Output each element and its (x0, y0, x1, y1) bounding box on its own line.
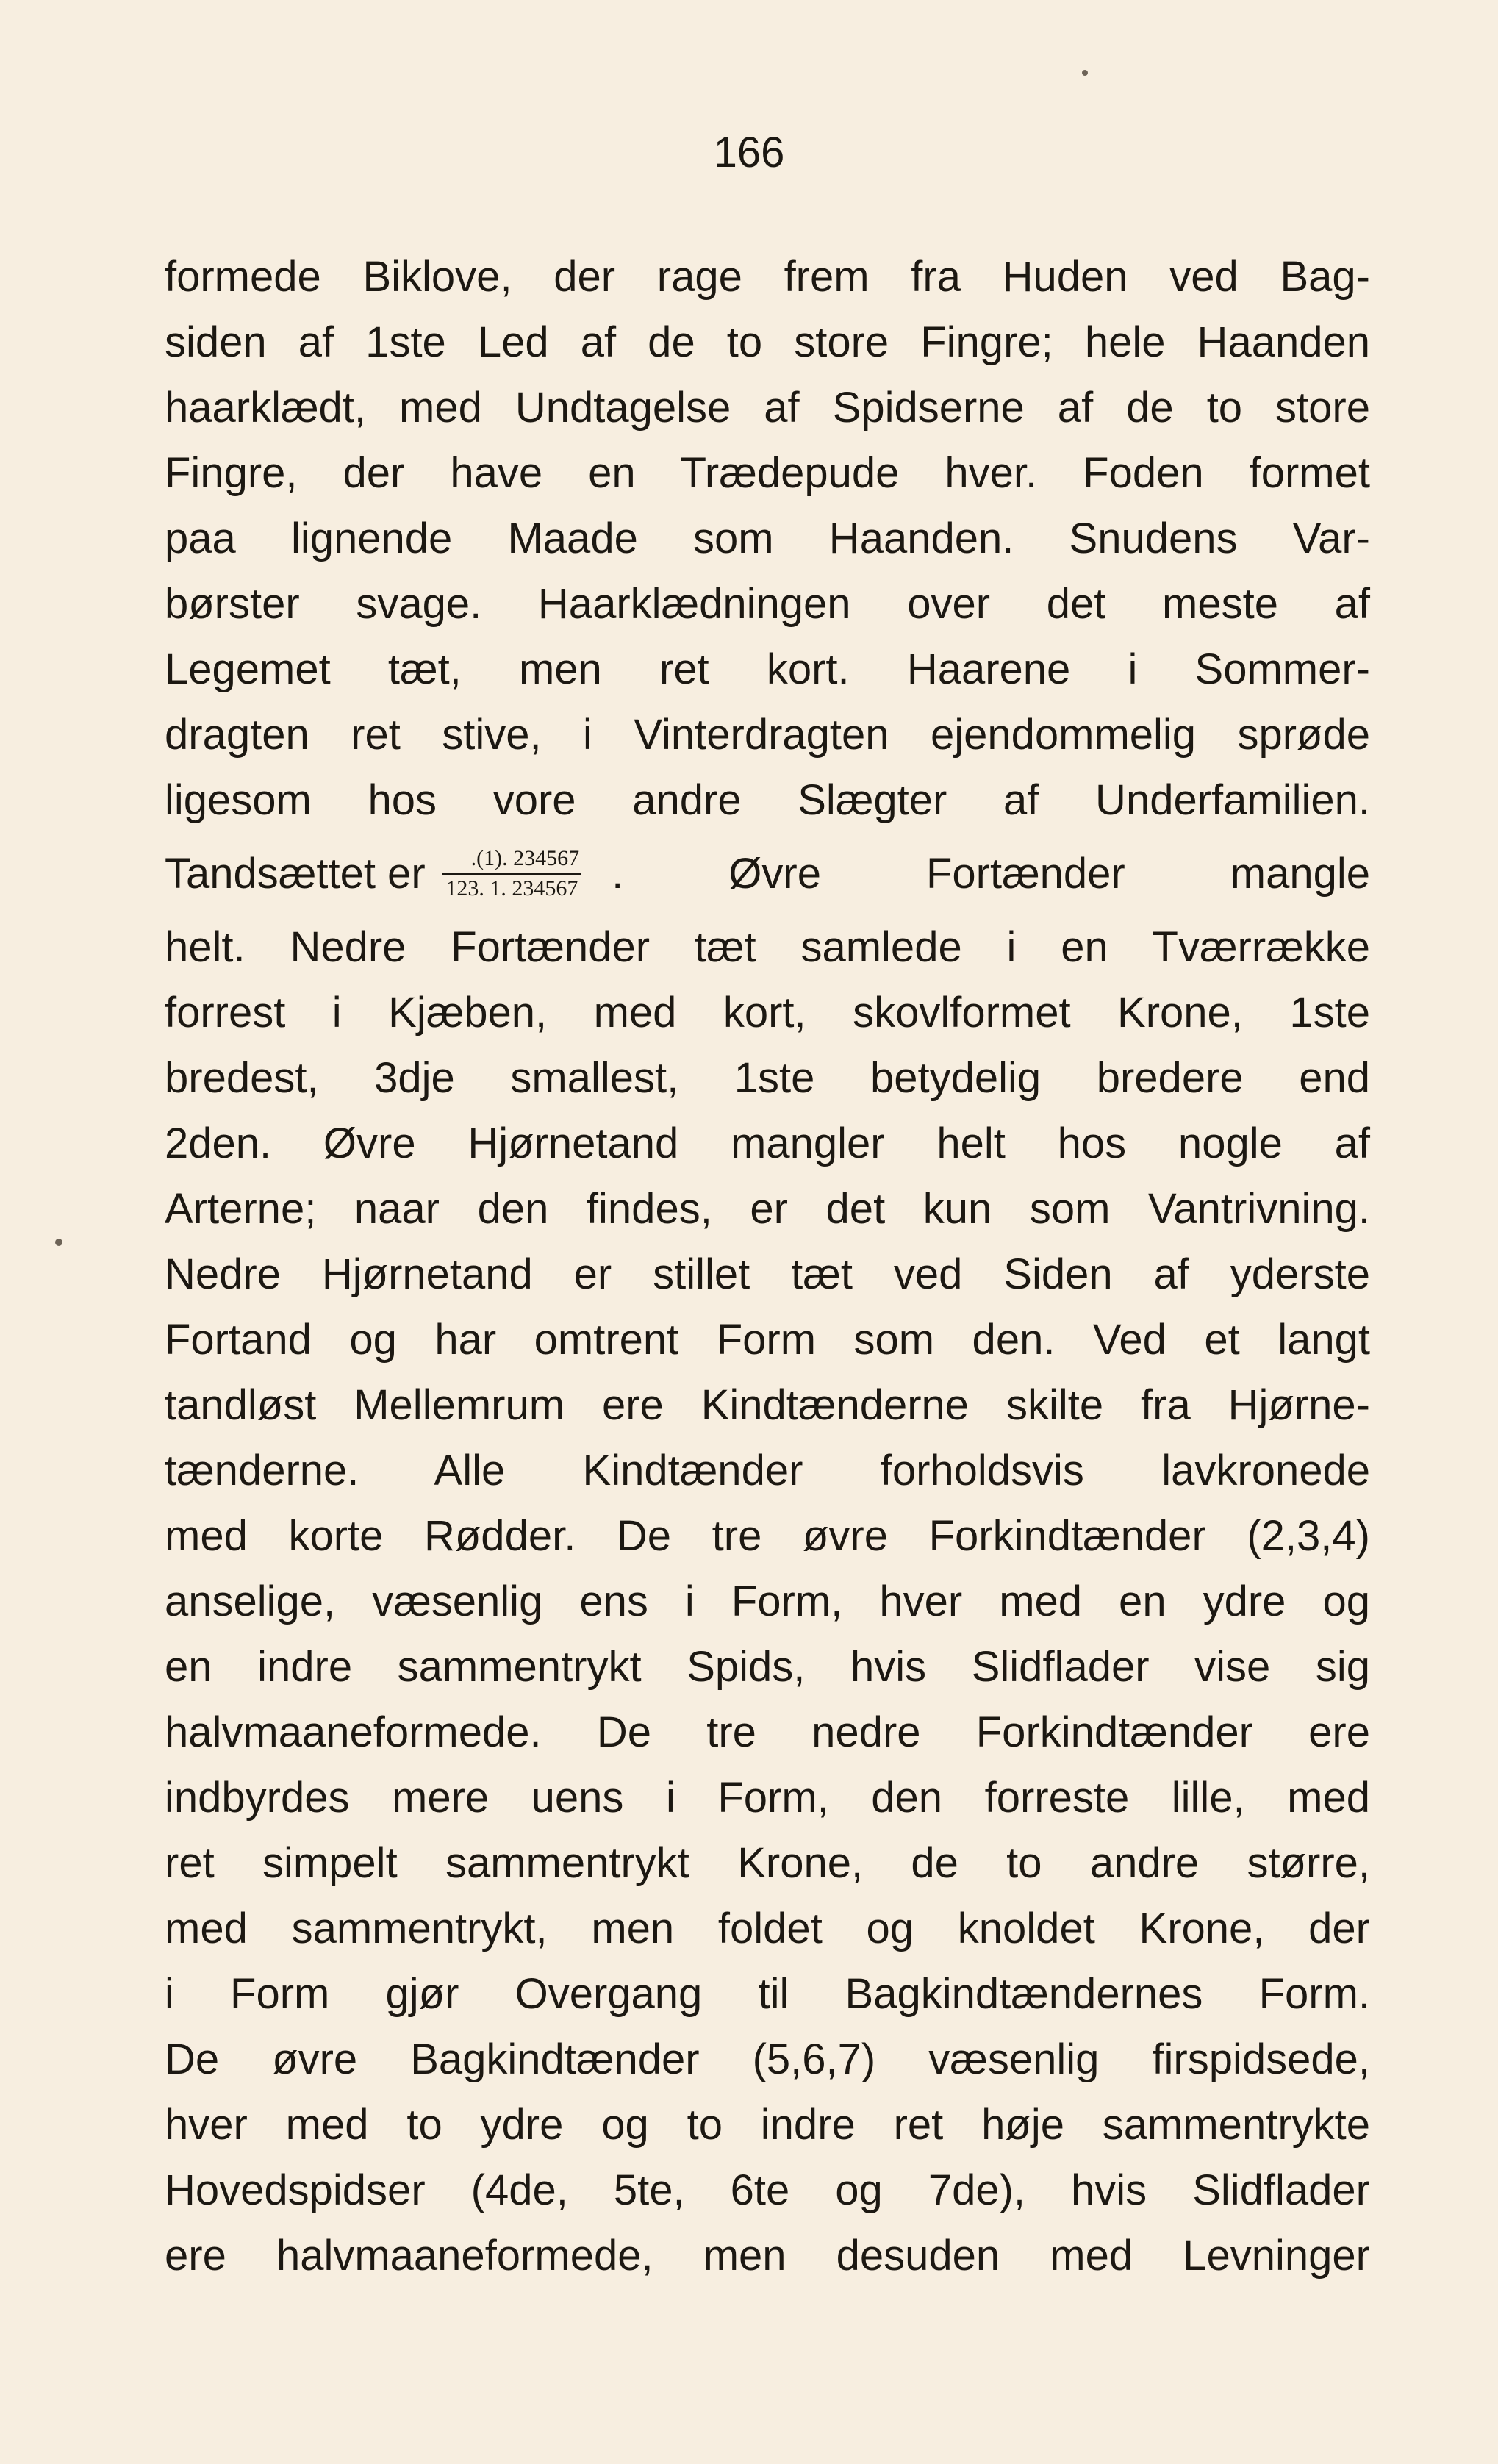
text-line: siden af 1ste Led af de to store Fingre; hele Haanden (165, 318, 1370, 366)
text-line: haarklædt, med Undtagelse af Spidserne af de to store (165, 384, 1370, 431)
text-line: tænderne. Alle Kindtænder forholdsvis lavkronede (165, 1447, 1370, 1494)
formula-lead-text: Tandsættet er (165, 850, 426, 898)
text-line: halvmaaneformede. De tre nedre Forkindtænder ere (165, 1708, 1370, 1756)
text-line: ret simpelt sammentrykt Krone, de to andre større, (165, 1839, 1370, 1887)
text-line: Fingre, der have en Trædepude hver. Foden formet (165, 449, 1370, 497)
text-line: paa lignende Maade som Haanden. Snudens Var- (165, 515, 1370, 562)
formula-trail-text: . Øvre Fortænder mangle (612, 850, 1370, 898)
text-line: indbyrdes mere uens i Form, den forreste lille, med (165, 1774, 1370, 1822)
text-line: i Form gjør Overgang til Bagkindtændernes Form. (165, 1970, 1370, 2018)
formula-lead (165, 833, 582, 914)
text-line: ligesom hos vore andre Slægter af Underfamilien. (165, 776, 1370, 824)
text-line: ere halvmaaneformede, men desuden med Levninger (165, 2232, 1370, 2279)
text-line: helt. Nedre Fortænder tæt samlede i en Tværrække (165, 923, 1370, 971)
text-line: med sammentrykt, men foldet og knoldet Krone, der (165, 1905, 1370, 1952)
text-line: Legemet tæt, men ret kort. Haarene i Sommer- (165, 645, 1370, 693)
formula-denominator: 123. 1. 234567 (442, 873, 581, 901)
page-number: 166 (713, 129, 785, 176)
text-line: Nedre Hjørnetand er stillet tæt ved Siden af yderste (165, 1250, 1370, 1298)
text-line: 2den. Øvre Hjørnetand mangler helt hos nogle af (165, 1120, 1370, 1167)
text-line: en indre sammentrykt Spids, hvis Slidflader vise sig (165, 1643, 1370, 1691)
text-line: børster svage. Haarklædningen over det meste af (165, 580, 1370, 628)
text-line: tandløst Mellemrum ere Kindtænderne skilte fra Hjørne- (165, 1381, 1370, 1429)
text-line: Arterne; naar den findes, er det kun som Vantrivning. (165, 1185, 1370, 1233)
text-line: dragten ret stive, i Vinterdragten ejendommelig sprøde (165, 711, 1370, 759)
paper-speck (1082, 70, 1088, 76)
text-line: Hovedspidser (4de, 5te, 6te og 7de), hvis Slidflader (165, 2166, 1370, 2214)
text-line: De øvre Bagkindtænder (5,6,7) væsenlig firspidsede, (165, 2035, 1370, 2083)
text-line: med korte Rødder. De tre øvre Forkindtænder (2,3,4) (165, 1512, 1370, 1560)
formula-numerator: .(1). 234567 (470, 846, 580, 870)
paper-speck (55, 1239, 62, 1246)
text-line: bredest, 3dje smallest, 1ste betydelig bredere end (165, 1054, 1370, 1102)
text-line: hver med to ydre og to indre ret høje sammentrykte (165, 2101, 1370, 2149)
body-text (165, 244, 1370, 2288)
text-line: Fortand og har omtrent Form som den. Ved et langt (165, 1316, 1370, 1364)
dental-formula-line (165, 833, 1370, 914)
text-line: anselige, væsenlig ens i Form, hver med en ydre og (165, 1577, 1370, 1625)
text-line: forrest i Kjæben, med kort, skovlformet Krone, 1ste (165, 989, 1370, 1036)
text-line: formede Biklove, der rage frem fra Huden ved Bag- (165, 253, 1370, 301)
dental-formula (442, 846, 582, 901)
